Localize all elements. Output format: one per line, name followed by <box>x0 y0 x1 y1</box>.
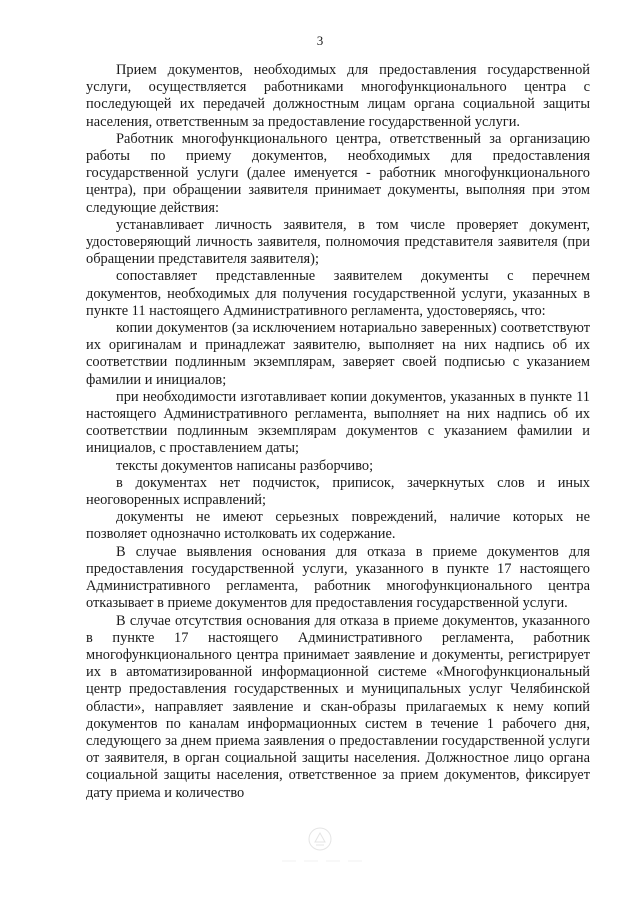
paragraph-identity-check: устанавливает личность заявителя, в том числе проверяет документ, удостоверяющий личность заявителя, полномочия представителя заявителя (при обращении представителя заявителя); <box>86 216 590 268</box>
paragraph-no-refusal-grounds: В случае отсутствия основания для отказа в приеме документов, указанного в пункте 17 настоящего Административного регламента, работник многофункционального центра принимает заявление и документы, регистрирует их в автоматизированной информационной системе «Многофункциональный центр предоставления государственных и муниципальных услуг Челябинской области», направляет заявление и скан-образы прилагаемых к нему копий документов по каналам информационных систем в течение 1 рабочего дня, следующего за днем приема заявления о предоставлении государственной услуги от заявителя, в орган социальной защиты населения. Должностное лицо органа социальной защиты населения, ответственное за прием документов, фиксирует дату приема и количество <box>86 612 590 801</box>
paragraph-no-damage: документы не имеют серьезных повреждений, наличие которых не позволяет однозначно истолковать их содержание. <box>86 509 590 543</box>
paragraph-compare-documents: сопоставляет представленные заявителем документы с перечнем документов, необходимых для получения государственной услуги, указанных в пункте 11 настоящего Административного регламента, удостоверяясь, что: <box>86 268 590 319</box>
paragraph-reception-intro: Прием документов, необходимых для предоставления государственной услуги, осуществляется работниками многофункционального центра с последующей их передачей должностным лицам органа социальной защиты населения, ответственным за предоставление государственной услуги. <box>86 62 590 130</box>
paragraph-legible-text: тексты документов написаны разборчиво; <box>116 457 374 474</box>
paragraph-mfc-worker-actions: Работник многофункционального центра, ответственный за организацию работы по приему документов, необходимых для предоставления государственной услуги (далее именуется - работник многофункционального центра), при обращении заявителя принимает документы, выполняя при этом следующие действия: <box>86 130 590 216</box>
paragraph-make-copies: при необходимости изготавливает копии документов, указанных в пункте 11 настоящего Административного регламента, выполняет на них надпись об их соответствии подлинным экземплярам документов с указанием фамилии и инициалов, с проставлением даты; <box>86 388 590 457</box>
paragraph-copies-match: копии документов (за исключением нотариально заверенных) соответствуют их оригиналам и принадлежат заявителю, выполняет на них надпись об их соответствии подлинным экземплярам, заверяет своей подписью с указанием фамилии и инициалов; <box>86 320 590 388</box>
faint-scan-mark <box>282 858 362 864</box>
document-body <box>86 62 590 802</box>
faint-emblem-stamp <box>307 826 333 852</box>
paragraph-no-erasures: в документах нет подчисток, приписок, зачеркнутых слов и иных неоговоренных исправлений; <box>86 474 590 509</box>
paragraph-refusal-grounds: В случае выявления основания для отказа в приеме документов для предоставления государственной услуги, указанного в пункте 17 настоящего Административного регламента, работник многофункционального центра отказывает в приеме документов для предоставления государственной услуги. <box>86 543 590 612</box>
page-number: 3 <box>316 33 324 48</box>
